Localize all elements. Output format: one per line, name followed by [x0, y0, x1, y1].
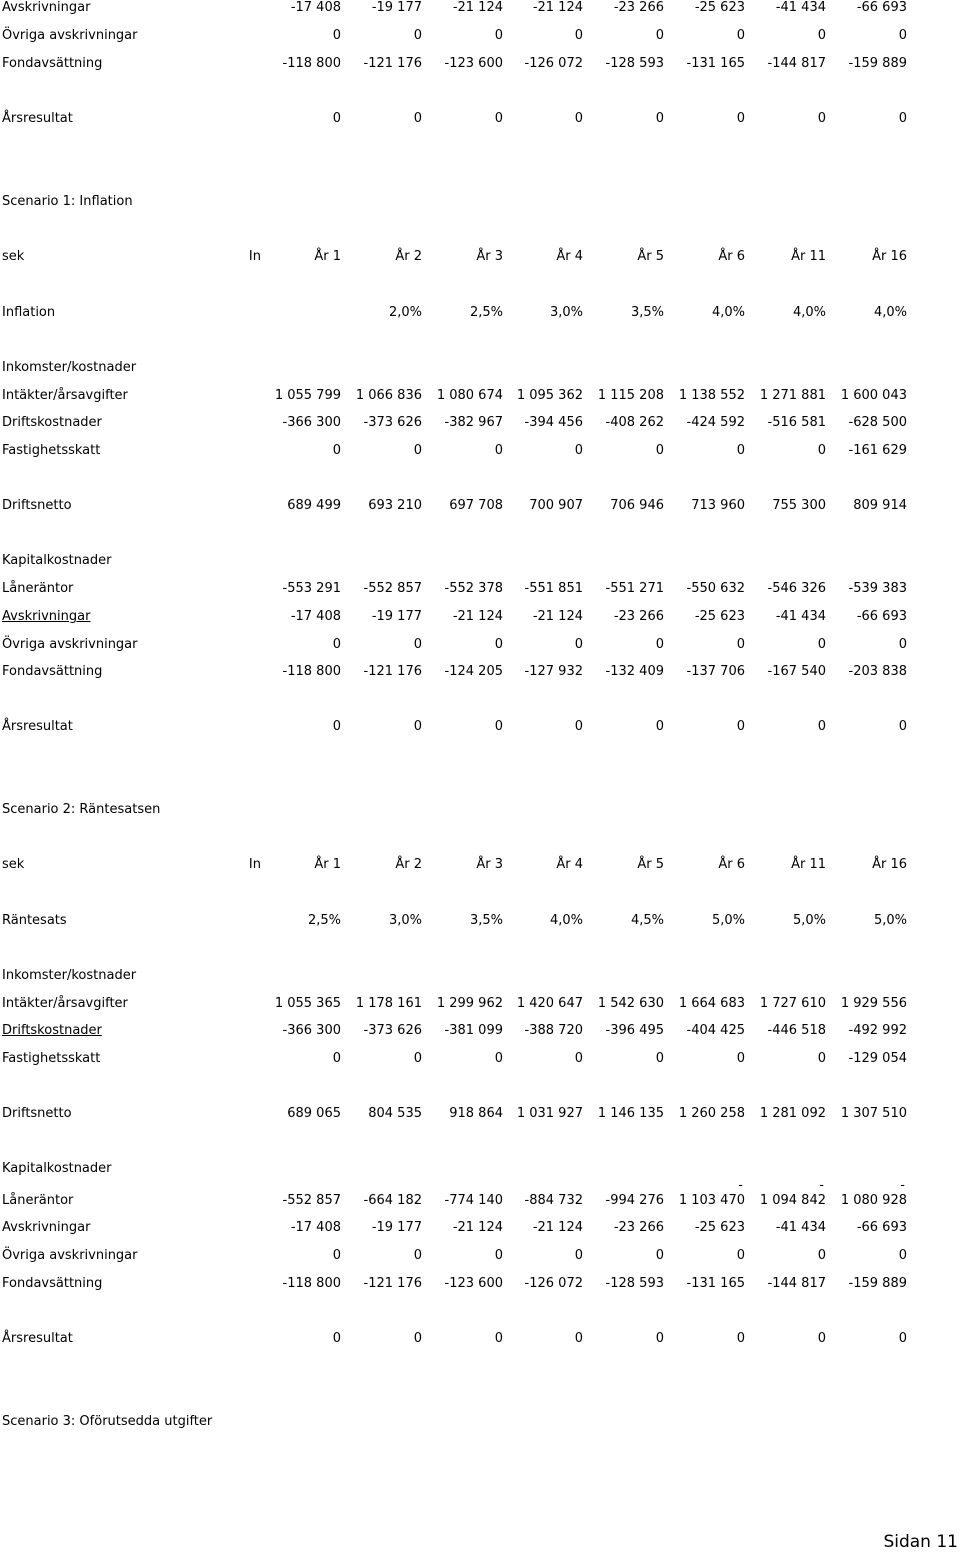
cell: -124 205 [444, 664, 503, 679]
cell: -664 182 [363, 1193, 422, 1208]
row-label: Årsresultat [2, 111, 73, 126]
cell: 0 [817, 719, 826, 734]
cell: 0 [655, 1331, 664, 1346]
row-label: Driftsnetto [2, 1106, 72, 1121]
cell: 1 299 962 [436, 996, 503, 1011]
cell: -23 266 [613, 609, 664, 624]
cell: 4,5% [630, 913, 664, 928]
cell: 1 929 556 [840, 996, 907, 1011]
scenario-title: Scenario 2: Räntesatsen [2, 802, 161, 817]
cell: 0 [736, 1051, 745, 1066]
cell: -492 992 [848, 1023, 907, 1038]
cell: -126 072 [524, 56, 583, 71]
cell: -382 967 [444, 415, 503, 430]
col-header: År 16 [872, 249, 907, 264]
cell: 0 [574, 443, 583, 458]
cell: 0 [574, 637, 583, 652]
cell: -446 518 [767, 1023, 826, 1038]
cell: 1 095 362 [516, 388, 583, 403]
cell: 0 [817, 111, 826, 126]
unit-label: sek [2, 249, 25, 264]
cell: 0 [736, 719, 745, 734]
s1-intakter-row [0, 388, 960, 408]
cell: -121 176 [363, 56, 422, 71]
cell: 0 [898, 719, 907, 734]
cell: -167 540 [767, 664, 826, 679]
cell: -551 271 [605, 581, 664, 596]
cell: -132 409 [605, 664, 664, 679]
cell: 0 [574, 1331, 583, 1346]
col-header: År 6 [718, 857, 745, 872]
row-label: Årsresultat [2, 1331, 73, 1346]
cell: 0 [817, 1331, 826, 1346]
cell: -19 177 [371, 0, 422, 15]
cell: -118 800 [282, 664, 341, 679]
cell: -159 889 [848, 1276, 907, 1291]
cell: 918 864 [449, 1106, 503, 1121]
cell: -19 177 [371, 1220, 422, 1235]
row-ovriga-top [0, 28, 960, 48]
cell: 0 [494, 719, 503, 734]
cell: -66 693 [856, 0, 907, 15]
cell: 1 115 208 [597, 388, 664, 403]
cell: 0 [898, 637, 907, 652]
scenario-3-title [0, 1414, 960, 1434]
s2-avskrivningar-row [0, 1220, 960, 1240]
section-heading: Inkomster/kostnader [2, 968, 137, 983]
cell: 0 [494, 1331, 503, 1346]
cell: 1 727 610 [759, 996, 826, 1011]
cell: 2,0% [388, 305, 422, 320]
row-label: Avskrivningar [2, 0, 91, 15]
cell-value: 1 080 928 [840, 1193, 907, 1208]
cell: -23 266 [613, 1220, 664, 1235]
col-header: År 1 [314, 249, 341, 264]
cell: -123 600 [444, 1276, 503, 1291]
col-header: År 5 [637, 249, 664, 264]
cell: 706 946 [610, 498, 664, 513]
cell: 1 055 365 [274, 996, 341, 1011]
col-header: År 6 [718, 249, 745, 264]
cell: 3,5% [469, 913, 503, 928]
s1-ovriga-row [0, 637, 960, 657]
row-label: Övriga avskrivningar [2, 637, 138, 652]
s2-lanerantor-row [0, 1178, 960, 1213]
row-fond-top [0, 56, 960, 76]
cell: 1 420 647 [516, 996, 583, 1011]
wrapped-minus-sign: - [738, 1178, 743, 1193]
page-number: Sidan 11 [883, 1532, 958, 1552]
scenario-title: Scenario 3: Oförutsedda utgifter [2, 1414, 213, 1429]
cell: 1 271 881 [759, 388, 826, 403]
cell: 0 [736, 637, 745, 652]
cell: 0 [413, 1248, 422, 1263]
cell: 0 [494, 111, 503, 126]
unit-label: sek [2, 857, 25, 872]
cell: -550 632 [686, 581, 745, 596]
cell: -21 124 [532, 0, 583, 15]
cell: -552 378 [444, 581, 503, 596]
cell: -516 581 [767, 415, 826, 430]
cell: -19 177 [371, 609, 422, 624]
cell: -137 706 [686, 664, 745, 679]
cell: -366 300 [282, 415, 341, 430]
cell: -774 140 [444, 1193, 503, 1208]
cell: 689 065 [287, 1106, 341, 1121]
cell: 0 [898, 28, 907, 43]
cell: -144 817 [767, 56, 826, 71]
cell: -546 326 [767, 581, 826, 596]
cell: 0 [413, 637, 422, 652]
cell: -121 176 [363, 664, 422, 679]
cell-wrapped [748, 1178, 826, 1209]
cell: 0 [655, 637, 664, 652]
cell: -129 054 [848, 1051, 907, 1066]
cell: 0 [494, 637, 503, 652]
cell: 4,0% [549, 913, 583, 928]
s1-lanerantor-row [0, 581, 960, 601]
cell: 0 [655, 1248, 664, 1263]
cell: 700 907 [529, 498, 583, 513]
row-label: Årsresultat [2, 719, 73, 734]
cell: -388 720 [524, 1023, 583, 1038]
cell-value: 1 094 842 [759, 1193, 826, 1208]
row-avskrivningar-top [0, 0, 960, 20]
cell: 0 [494, 28, 503, 43]
cell: 4,0% [792, 305, 826, 320]
row-label: Avskrivningar [2, 1220, 91, 1235]
s1-fond-row [0, 664, 960, 684]
cell: 0 [655, 719, 664, 734]
cell: -994 276 [605, 1193, 664, 1208]
cell: 0 [655, 443, 664, 458]
cell: -552 857 [363, 581, 422, 596]
cell: -21 124 [532, 1220, 583, 1235]
cell: 1 031 927 [516, 1106, 583, 1121]
cell: -41 434 [775, 1220, 826, 1235]
cell: -17 408 [290, 0, 341, 15]
col-header: År 5 [637, 857, 664, 872]
cell: 0 [817, 637, 826, 652]
wrapped-minus-sign: - [819, 1178, 824, 1193]
cell: 0 [655, 1051, 664, 1066]
cell: 0 [574, 719, 583, 734]
cell: 0 [332, 28, 341, 43]
cell: 0 [332, 719, 341, 734]
cell: 1 178 161 [355, 996, 422, 1011]
cell: 0 [574, 111, 583, 126]
cell: 0 [413, 443, 422, 458]
cell: 0 [574, 1248, 583, 1263]
cell: 0 [413, 1051, 422, 1066]
cell: 0 [736, 1331, 745, 1346]
cell: -118 800 [282, 1276, 341, 1291]
cell: 0 [736, 111, 745, 126]
row-label: Fastighetsskatt [2, 1051, 101, 1066]
s1-fastighet-row [0, 443, 960, 463]
cell: -66 693 [856, 1220, 907, 1235]
cell: 689 499 [287, 498, 341, 513]
cell: 4,0% [873, 305, 907, 320]
row-label: Fondavsättning [2, 1276, 103, 1291]
cell: 4,0% [711, 305, 745, 320]
s2-kapital-heading [0, 1161, 960, 1181]
cell: -552 857 [282, 1193, 341, 1208]
cell: 0 [332, 443, 341, 458]
cell: 0 [898, 111, 907, 126]
section-heading: Inkomster/kostnader [2, 360, 137, 375]
s1-avskrivningar-row [0, 609, 960, 629]
cell: 693 210 [368, 498, 422, 513]
cell: -66 693 [856, 609, 907, 624]
row-label: Intäkter/årsavgifter [2, 388, 128, 403]
cell: 0 [655, 28, 664, 43]
row-label: Övriga avskrivningar [2, 1248, 138, 1263]
cell: -128 593 [605, 1276, 664, 1291]
row-label: Inflation [2, 305, 56, 320]
cell: 0 [494, 1248, 503, 1263]
cell: -21 124 [452, 1220, 503, 1235]
cell: 0 [898, 1331, 907, 1346]
row-label: Intäkter/årsavgifter [2, 996, 128, 1011]
cell: -23 266 [613, 0, 664, 15]
cell: 2,5% [307, 913, 341, 928]
col-header-in: In [248, 857, 261, 872]
cell: 1 542 630 [597, 996, 664, 1011]
cell: 2,5% [469, 305, 503, 320]
cell: -131 165 [686, 56, 745, 71]
cell: -553 291 [282, 581, 341, 596]
s1-driftsnetto-row [0, 498, 960, 518]
s2-header-row [0, 857, 960, 877]
row-label: Driftskostnader [2, 415, 102, 430]
row-label: Räntesats [2, 913, 67, 928]
cell: -404 425 [686, 1023, 745, 1038]
cell: -25 623 [694, 1220, 745, 1235]
s1-kapital-heading [0, 553, 960, 573]
row-label: Övriga avskrivningar [2, 28, 138, 43]
cell: 1 066 836 [355, 388, 422, 403]
cell: -21 124 [532, 609, 583, 624]
cell: -17 408 [290, 1220, 341, 1235]
s2-ovriga-row [0, 1248, 960, 1268]
cell: 0 [574, 1051, 583, 1066]
cell: 0 [332, 1051, 341, 1066]
cell: 5,0% [792, 913, 826, 928]
s2-inkomster-heading [0, 968, 960, 988]
cell: 1 664 683 [678, 996, 745, 1011]
col-header: År 3 [476, 249, 503, 264]
cell: -126 072 [524, 1276, 583, 1291]
cell: -539 383 [848, 581, 907, 596]
cell: -123 600 [444, 56, 503, 71]
col-header: År 4 [556, 249, 583, 264]
cell: -121 176 [363, 1276, 422, 1291]
row-label: Fastighetsskatt [2, 443, 101, 458]
scenario-1-title [0, 194, 960, 214]
cell: 0 [736, 28, 745, 43]
cell: 1 281 092 [759, 1106, 826, 1121]
section-heading: Kapitalkostnader [2, 1161, 112, 1176]
cell: 1 080 674 [436, 388, 503, 403]
s2-drift-row [0, 1023, 960, 1043]
cell: -366 300 [282, 1023, 341, 1038]
cell: 0 [817, 443, 826, 458]
scenario-title: Scenario 1: Inflation [2, 194, 133, 209]
col-header: År 4 [556, 857, 583, 872]
cell: 0 [817, 1051, 826, 1066]
cell: 3,0% [388, 913, 422, 928]
row-label: Fondavsättning [2, 664, 103, 679]
cell: -41 434 [775, 609, 826, 624]
row-label: Fondavsättning [2, 56, 103, 71]
cell: -159 889 [848, 56, 907, 71]
cell: 0 [817, 28, 826, 43]
cell: -17 408 [290, 609, 341, 624]
row-arsresultat-top [0, 111, 960, 131]
s1-drift-row [0, 415, 960, 435]
cell: 713 960 [691, 498, 745, 513]
cell: -25 623 [694, 609, 745, 624]
cell: 0 [494, 443, 503, 458]
cell: 0 [736, 1248, 745, 1263]
s2-fastighet-row [0, 1051, 960, 1071]
cell: 0 [413, 28, 422, 43]
cell: -128 593 [605, 56, 664, 71]
scenario-2-title [0, 802, 960, 822]
col-header: År 11 [791, 249, 826, 264]
section-heading: Kapitalkostnader [2, 553, 112, 568]
row-label: Avskrivningar [2, 609, 91, 624]
cell: -396 495 [605, 1023, 664, 1038]
col-header: År 11 [791, 857, 826, 872]
cell: -144 817 [767, 1276, 826, 1291]
cell: -394 456 [524, 415, 583, 430]
cell: -884 732 [524, 1193, 583, 1208]
cell: -41 434 [775, 0, 826, 15]
cell: 3,0% [549, 305, 583, 320]
cell: 0 [655, 111, 664, 126]
cell: -628 500 [848, 415, 907, 430]
col-header: År 2 [395, 857, 422, 872]
s2-rantesats-row [0, 913, 960, 933]
col-header: År 2 [395, 249, 422, 264]
s2-intakter-row [0, 996, 960, 1016]
row-label: Låneräntor [2, 1193, 74, 1208]
cell: 0 [494, 1051, 503, 1066]
cell: -25 623 [694, 0, 745, 15]
cell: 1 138 552 [678, 388, 745, 403]
cell: -21 124 [452, 609, 503, 624]
s2-driftsnetto-row [0, 1106, 960, 1126]
cell: -381 099 [444, 1023, 503, 1038]
cell: 755 300 [772, 498, 826, 513]
cell: 1 055 799 [274, 388, 341, 403]
cell: 0 [736, 443, 745, 458]
cell: 809 914 [853, 498, 907, 513]
cell-wrapped [667, 1178, 745, 1209]
cell: 0 [332, 111, 341, 126]
cell: -127 932 [524, 664, 583, 679]
cell: -118 800 [282, 56, 341, 71]
s1-header-row [0, 249, 960, 269]
cell: 0 [574, 28, 583, 43]
cell: 1 307 510 [840, 1106, 907, 1121]
cell: -551 851 [524, 581, 583, 596]
cell: 1 260 258 [678, 1106, 745, 1121]
cell: -408 262 [605, 415, 664, 430]
cell: 5,0% [711, 913, 745, 928]
cell: 5,0% [873, 913, 907, 928]
col-header: År 3 [476, 857, 503, 872]
cell: 3,5% [630, 305, 664, 320]
col-header: År 1 [314, 857, 341, 872]
cell: 0 [817, 1248, 826, 1263]
cell: -161 629 [848, 443, 907, 458]
cell: 1 600 043 [840, 388, 907, 403]
cell: 697 708 [449, 498, 503, 513]
cell: 0 [413, 111, 422, 126]
row-label: Driftsnetto [2, 498, 72, 513]
s1-inflation-row [0, 305, 960, 325]
s1-arsresultat-row [0, 719, 960, 739]
cell: 0 [413, 719, 422, 734]
row-label: Låneräntor [2, 581, 74, 596]
cell-wrapped [829, 1178, 907, 1209]
s2-arsresultat-row [0, 1331, 960, 1351]
cell: -131 165 [686, 1276, 745, 1291]
col-header-in: In [248, 249, 261, 264]
cell: -21 124 [452, 0, 503, 15]
cell: 0 [332, 1331, 341, 1346]
cell: 1 146 135 [597, 1106, 664, 1121]
s1-inkomster-heading [0, 360, 960, 380]
wrapped-minus-sign: - [900, 1178, 905, 1193]
cell: 0 [898, 1248, 907, 1263]
s2-fond-row [0, 1276, 960, 1296]
cell: -203 838 [848, 664, 907, 679]
row-label: Driftskostnader [2, 1023, 102, 1038]
cell: -373 626 [363, 1023, 422, 1038]
cell: -373 626 [363, 415, 422, 430]
cell: 0 [413, 1331, 422, 1346]
cell: 804 535 [368, 1106, 422, 1121]
cell: 0 [332, 637, 341, 652]
cell-value: 1 103 470 [678, 1193, 745, 1208]
cell: 0 [332, 1248, 341, 1263]
col-header: År 16 [872, 857, 907, 872]
cell: -424 592 [686, 415, 745, 430]
